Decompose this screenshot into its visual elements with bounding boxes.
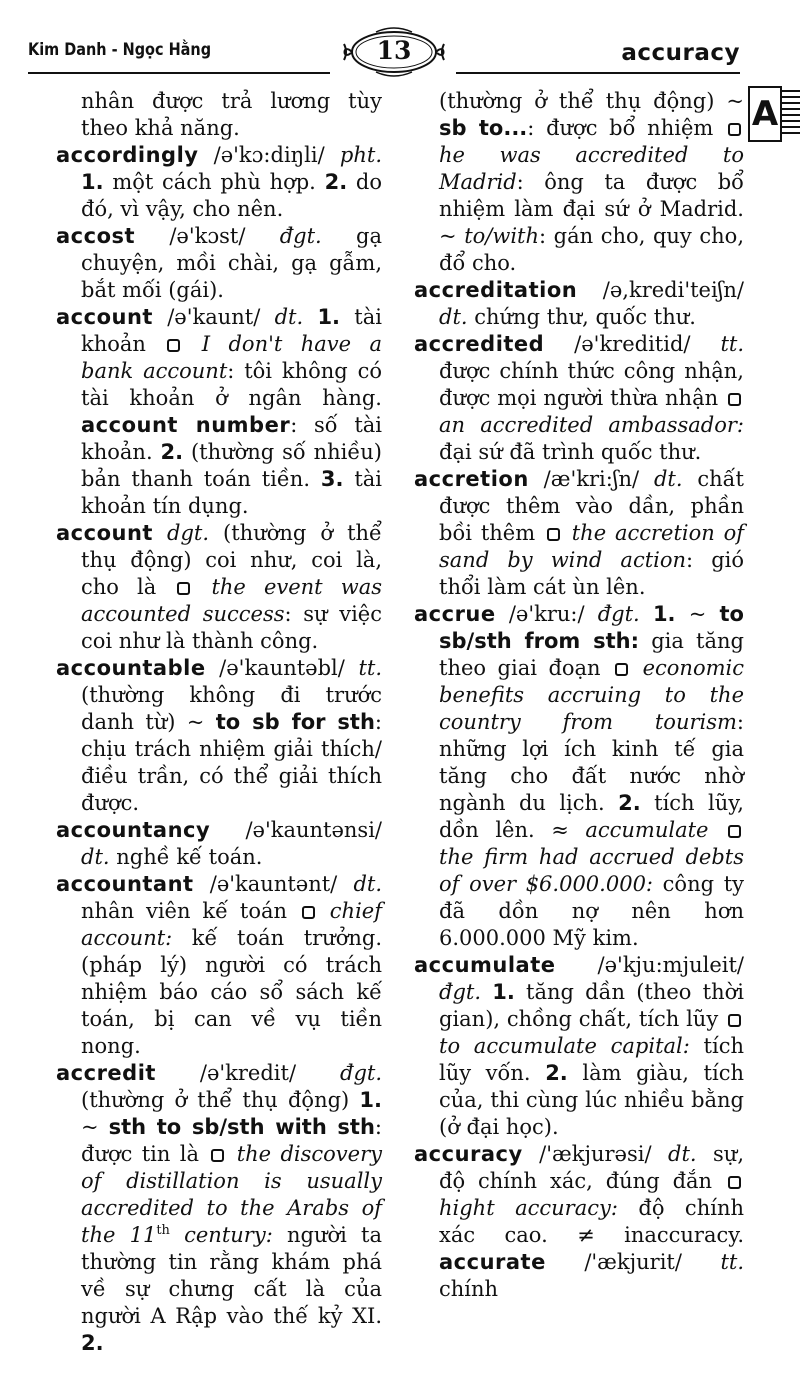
left-column — [56, 88, 382, 1357]
example-text: economic benefits accruing to the country from tourism — [439, 656, 744, 734]
example-text: chief account: — [81, 899, 382, 950]
definition-text — [153, 521, 167, 545]
grammar-pattern: sb to... — [439, 116, 528, 140]
headword: accountable — [56, 656, 206, 680]
header-rule-left — [28, 72, 330, 74]
page-number: 13 — [376, 36, 412, 65]
definition-text: /ə'kauntənsi/ — [210, 818, 382, 842]
example-text: the firm had accrued debts of over $6.000.000: — [439, 845, 744, 896]
grammar-pattern: 2. — [81, 1331, 104, 1355]
definition-text: đại sứ đã trình quốc thư. — [439, 440, 702, 464]
page-header — [0, 0, 800, 80]
definition-text: nghề kế toán. — [109, 845, 263, 869]
dictionary-entry — [414, 1141, 744, 1303]
headword: account — [56, 305, 153, 329]
example-box-icon — [728, 825, 741, 838]
tab-lines-decoration — [782, 90, 800, 134]
definition-text: tài khoản — [81, 305, 382, 356]
example-box-icon — [728, 123, 741, 136]
grammar-pattern: 1. — [317, 305, 341, 329]
headword: accredited — [414, 332, 545, 356]
definition-text: /ə'kauntəbl/ — [205, 656, 359, 680]
example-box-icon — [728, 1176, 741, 1189]
definition-text: : gió thổi làm cát ùn lên. — [439, 548, 744, 599]
definition-text: sự, độ chính xác, đúng đắn — [439, 1142, 745, 1193]
definition-text: (thường ở thể thụ động) — [81, 1088, 360, 1112]
definition-text: : tôi không có tài khoản ở ngân hàng. — [81, 359, 383, 410]
headword: accordingly — [56, 143, 199, 167]
definition-text: chính — [439, 1277, 499, 1301]
dictionary-entry — [56, 655, 382, 817]
grammar-pattern: 2. — [545, 1061, 568, 1085]
definition-text: tích lũy vốn. — [439, 1034, 744, 1085]
definition-text: : sự việc coi như là thành công. — [81, 602, 382, 653]
definition-text: /ə'kauntənt/ — [193, 872, 354, 896]
definition-text: tăng dần (theo thời gian), chồng chất, tích lũy — [439, 980, 744, 1031]
example-text: I don't have a bank account — [81, 332, 382, 383]
grammar-pattern: 1. — [81, 170, 104, 194]
definition-text: /ə'kredit/ — [155, 1061, 340, 1085]
example-text: the event was accounted success — [81, 575, 382, 626]
right-column — [414, 88, 744, 1303]
definition-text: tích lũy, dồn lên. ≈ — [439, 791, 744, 842]
example-text: hight accuracy: — [439, 1196, 618, 1220]
example-text: to accumulate capital: — [439, 1034, 690, 1058]
definition-text: được chính thức công nhận, được mọi người thừa nhận — [439, 359, 744, 410]
example-text: he was accredited to Madrid — [439, 143, 744, 194]
grammar-pattern: sth to sb/sth with sth — [108, 1115, 375, 1139]
grammar-pattern: to sb/sth from sth: — [439, 602, 744, 653]
header-rule-right — [456, 72, 740, 74]
grammar-pattern: 2. — [324, 170, 348, 194]
dictionary-entry — [56, 871, 382, 1060]
dictionary-entry — [56, 88, 382, 142]
dictionary-entry — [56, 223, 382, 304]
example-text: to/with — [464, 224, 540, 248]
definition-text: người ta thường tin rằng khám phá về sự chưng cất là của người A Rập vào thế kỷ XI. — [81, 1223, 382, 1328]
headword: accredit — [56, 1061, 156, 1085]
headword: accreditation — [414, 278, 578, 302]
definition-text: : được bổ nhiệm — [527, 116, 726, 140]
definition-text: /ə'kru:/ — [495, 602, 598, 626]
part-of-speech: đgt. — [439, 980, 481, 1004]
definition-text: chất được thêm vào dần, phần bồi thêm — [439, 467, 744, 545]
example-box-icon — [177, 582, 190, 595]
part-of-speech: đgt. — [597, 602, 640, 626]
guide-word: accuracy — [621, 40, 740, 66]
definition-text: (thường ở thể thụ động) coi như, coi là, cho là — [81, 521, 382, 599]
dictionary-entry — [56, 304, 382, 520]
definition-text: : số tài khoản. — [81, 413, 382, 464]
part-of-speech: dt. — [668, 1142, 697, 1166]
dictionary-entry — [414, 331, 744, 466]
definition-text: kế toán trưởng. (pháp lý) người có trách nhiệm báo cáo sổ sách kế toán, bị can về vụ tiền nong. — [81, 926, 382, 1058]
part-of-speech: pht. — [339, 143, 382, 167]
dictionary-entry — [414, 88, 744, 277]
definition-text: công ty đã dồn nợ nên hơn 6.000.000 Mỹ kim. — [439, 872, 744, 950]
part-of-speech: tt. — [358, 656, 382, 680]
example-box-icon — [302, 906, 315, 919]
definition-text: nhân viên kế toán — [81, 899, 299, 923]
headword: accretion — [414, 467, 529, 491]
definition-text: : ông ta được bổ nhiệm làm đại sứ ở Madrid. ~ — [439, 170, 744, 248]
definition-text: tài khoản tín dụng. — [81, 467, 383, 518]
headword: accountant — [56, 872, 194, 896]
definition-text: /ə'kɔ:diŋli/ — [198, 143, 340, 167]
dictionary-entry — [414, 952, 744, 1141]
example-box-icon — [728, 1014, 741, 1027]
headword: account — [56, 521, 153, 545]
grammar-pattern: 1. — [492, 980, 515, 1004]
headword: account number — [81, 413, 291, 437]
definition-text — [708, 818, 725, 842]
definition-text: /æ'kri:ʃn/ — [528, 467, 654, 491]
example-box-icon — [211, 1149, 224, 1162]
dictionary-entry — [56, 1060, 382, 1357]
part-of-speech: dt. — [81, 845, 110, 869]
grammar-pattern: 2. — [160, 440, 184, 464]
definition-text: (thường ở thể thụ động) ~ — [439, 89, 744, 113]
dictionary-entry — [414, 277, 744, 331]
part-of-speech: dgt. — [167, 521, 209, 545]
dictionary-entry — [414, 601, 744, 952]
headword: accurate — [439, 1250, 546, 1274]
headword: accrue — [414, 602, 496, 626]
definition-text: một cách phù hợp. — [103, 170, 325, 194]
part-of-speech: dt. — [653, 467, 683, 491]
definition-text: : được tin là — [81, 1115, 382, 1166]
definition-text: ~ — [81, 1115, 109, 1139]
example-text: century: — [169, 1223, 273, 1247]
definition-text — [303, 305, 317, 329]
example-box-icon — [547, 528, 560, 541]
definition-text: ~ — [675, 602, 720, 626]
superscript-text: th — [156, 1223, 170, 1238]
definition-text: nhân được trả lương tùy theo khả năng. — [81, 89, 382, 140]
grammar-pattern: 2. — [618, 791, 641, 815]
definition-text: /ə'kju:mjuleit/ — [555, 953, 744, 977]
dictionary-entry — [414, 466, 744, 601]
definition-text: (thường số nhiều) bản thanh toán tiền. — [81, 440, 382, 491]
page-number-ornament — [336, 24, 452, 80]
part-of-speech: đgt. — [279, 224, 322, 248]
part-of-speech: dt. — [274, 305, 304, 329]
part-of-speech: đgt. — [340, 1061, 382, 1085]
definition-text: độ chính xác cao. ≠ inaccuracy. — [439, 1196, 744, 1247]
definition-text: : gán cho, quy cho, đổ cho. — [439, 224, 744, 275]
letter-thumb-tab — [744, 84, 800, 142]
definition-text: do đó, vì vậy, cho nên. — [81, 170, 383, 221]
headword: accost — [56, 224, 136, 248]
part-of-speech: tt. — [720, 1250, 744, 1274]
definition-text: /ə,kredi'teiʃn/ — [577, 278, 744, 302]
headword: accountancy — [56, 818, 211, 842]
authors-label: Kim Danh - Ngọc Hằng — [28, 40, 212, 60]
dictionary-entry — [56, 520, 382, 655]
tab-letter: A — [748, 86, 782, 142]
definition-text: làm giàu, tích của, thi cùng lúc nhiều bằng (ở đại học). — [439, 1061, 744, 1139]
headword: accumulate — [414, 953, 556, 977]
definition-text: /'ækjurit/ — [545, 1250, 721, 1274]
grammar-pattern: 3. — [320, 467, 344, 491]
definition-text: /ə'kɔst/ — [135, 224, 280, 248]
example-box-icon — [167, 339, 180, 352]
grammar-pattern: 1. — [652, 602, 676, 626]
example-text: an accredited ambassador: — [439, 413, 744, 437]
definition-text: /'ækjurəsi/ — [522, 1142, 668, 1166]
definition-text: gạ chuyện, mồi chài, gạ gẫm, bắt mối (gái). — [81, 224, 383, 302]
example-text: accumulate — [585, 818, 709, 842]
definition-text: (thường không đi trước danh từ) ~ — [81, 683, 382, 734]
definition-text: gia tăng theo giai đoạn — [439, 629, 744, 680]
definition-text: : những lợi ích kinh tế gia tăng cho đất nước nhờ ngành du lịch. — [439, 710, 744, 815]
dictionary-entry — [56, 142, 382, 223]
definition-text — [481, 980, 492, 1004]
example-text: the discovery of distillation is usually accredited to the Arabs of the 11 — [81, 1142, 382, 1247]
definition-text — [640, 602, 653, 626]
definition-text: /ə'kreditid/ — [544, 332, 721, 356]
part-of-speech: tt. — [720, 332, 744, 356]
example-box-icon — [615, 663, 628, 676]
part-of-speech: dt. — [353, 872, 382, 896]
grammar-pattern: to sb for sth — [215, 710, 375, 734]
example-text: the accretion of sand by wind action — [439, 521, 744, 572]
example-box-icon — [728, 393, 741, 406]
dictionary-entry — [56, 817, 382, 871]
grammar-pattern: 1. — [359, 1088, 382, 1112]
definition-text: chứng thư, quốc thư. — [467, 305, 696, 329]
headword: accuracy — [414, 1142, 523, 1166]
definition-text: : chịu trách nhiệm giải thích/điều trần, có thể giải thích được. — [81, 710, 382, 815]
definition-text: /ə'kaunt/ — [152, 305, 275, 329]
part-of-speech: dt. — [439, 305, 468, 329]
